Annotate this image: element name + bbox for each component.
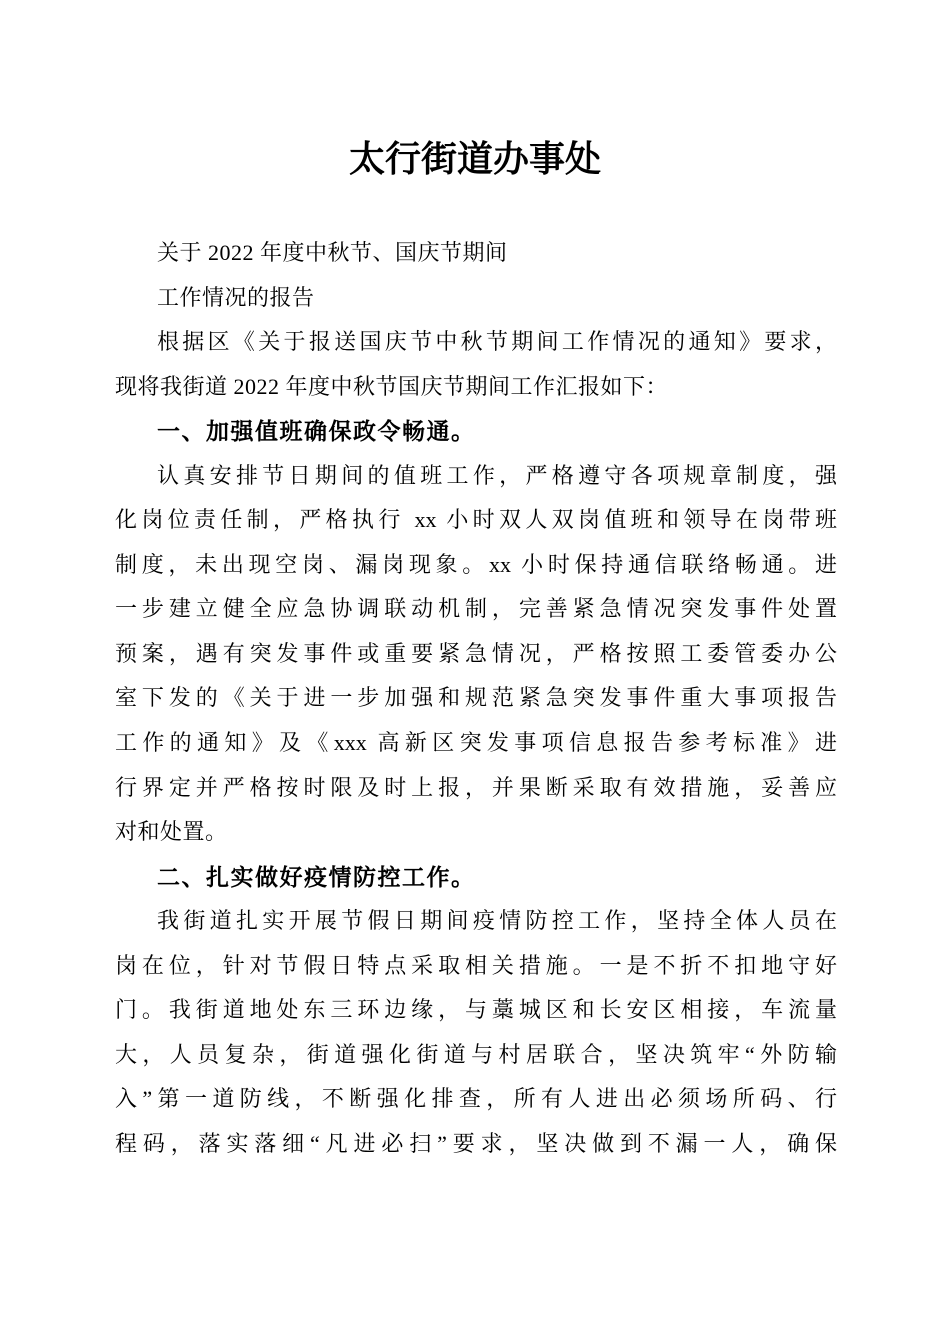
text-line: 制度，未出现空岗、漏岗现象。xx 小时保持通信联络畅通。进: [115, 551, 837, 577]
text-line: 根据区《关于报送国庆节中秋节期间工作情况的通知》要求，: [157, 329, 837, 355]
document-title: 太行街道办事处: [348, 139, 601, 179]
text-line: 化岗位责任制，严格执行 xx 小时双人双岗值班和领导在岗带班: [115, 507, 837, 533]
text-line: 大，人员复杂，街道强化街道与村居联合，坚决筑牢“外防输: [115, 1041, 837, 1067]
section-heading: 一、加强值班确保政令畅通。: [157, 418, 476, 445]
text-line: 现将我街道 2022 年度中秋节国庆节期间工作汇报如下：: [115, 373, 669, 399]
text-line: 门。我街道地处东三环边缘，与藁城区和长安区相接，车流量: [115, 997, 837, 1023]
text-line: 入”第一道防线，不断强化排查，所有人进出必须场所码、行: [115, 1086, 837, 1112]
text-line: 认真安排节日期间的值班工作，严格遵守各项规章制度，强: [157, 462, 837, 488]
text-line: 对和处置。: [115, 819, 228, 845]
text-line: 关于 2022 年度中秋节、国庆节期间: [157, 240, 508, 265]
section-heading: 二、扎实做好疫情防控工作。: [157, 863, 476, 890]
text-line: 工作的通知》及《xxx 高新区突发事项信息报告参考标准》进: [115, 730, 837, 756]
text-line: 我街道扎实开展节假日期间疫情防控工作，坚持全体人员在: [157, 908, 837, 934]
text-line: 岗在位，针对节假日特点采取相关措施。一是不折不扣地守好: [115, 952, 837, 978]
document-body: [115, 231, 837, 1166]
text-line: 室下发的《关于进一步加强和规范紧急突发事件重大事项报告: [115, 685, 837, 711]
text-line: 一步建立健全应急协调联动机制，完善紧急情况突发事件处置: [115, 596, 837, 622]
text-line: 工作情况的报告: [157, 284, 315, 310]
text-line: 程码，落实落细“凡进必扫”要求，坚决做到不漏一人，确保: [115, 1130, 837, 1156]
text-line: 预案，遇有突发事件或重要紧急情况，严格按照工委管委办公: [115, 640, 837, 666]
text-line: 行界定并严格按时限及时上报，并果断采取有效措施，妥善应: [115, 774, 837, 800]
